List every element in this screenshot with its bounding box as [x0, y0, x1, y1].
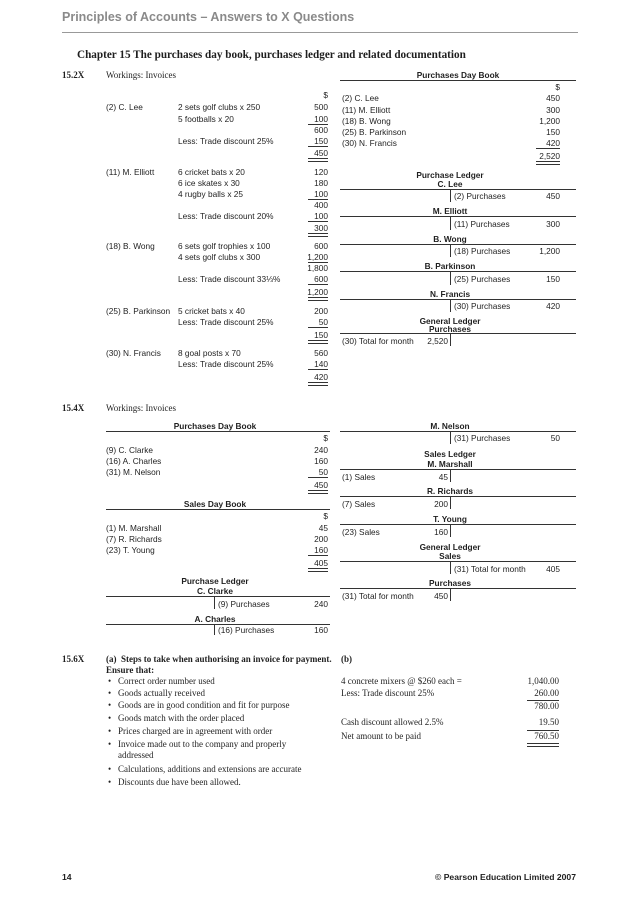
header-rule — [62, 32, 578, 33]
t-account-rule — [106, 596, 330, 597]
invoice-value: 150 — [314, 136, 328, 146]
account-value: 450 — [434, 591, 448, 601]
workings-label: Workings: Invoices — [106, 403, 177, 413]
ensure-heading: Ensure that: — [106, 665, 155, 675]
invoice-net: 300 — [314, 223, 328, 233]
invoice-discount: Less: Trade discount 33⅓% — [178, 274, 281, 284]
ledger-title: Purchase Ledger — [181, 576, 249, 586]
account-entry: (30) Total for month — [342, 336, 414, 346]
invoice-subtotal: 400 — [314, 200, 328, 210]
list-item: Goods actually received — [118, 688, 205, 698]
calc-value: 780.00 — [534, 701, 559, 711]
double-rule — [308, 340, 328, 344]
double-rule — [308, 158, 328, 162]
t-account-divider — [450, 524, 451, 537]
invoice-line: 6 sets golf trophies x 100 — [178, 241, 271, 251]
t-account-rule — [340, 189, 576, 190]
calc-value: 19.50 — [538, 717, 559, 727]
account-name: Purchases — [429, 324, 471, 334]
account-value: 300 — [546, 219, 560, 229]
invoice-subtotal: 1,800 — [307, 263, 328, 273]
account-entry: (25) Purchases — [454, 274, 511, 284]
bullet-icon: • — [108, 726, 112, 736]
account-entry: (30) Purchases — [454, 301, 511, 311]
invoice-discount: Less: Trade discount 25% — [178, 136, 274, 146]
t-account-rule — [340, 216, 576, 217]
invoice-net: 1,200 — [307, 287, 328, 297]
ledger-title: Sales Ledger — [424, 449, 476, 459]
t-account-divider — [450, 244, 451, 257]
day-book-total: 405 — [314, 558, 328, 568]
day-book-value: 150 — [546, 127, 560, 137]
day-book-title: Purchases Day Book — [416, 70, 500, 80]
day-book-row: (25) B. Parkinson — [342, 127, 407, 137]
dollar-heading: $ — [323, 90, 328, 100]
account-name: M. Elliott — [432, 206, 468, 216]
calc-value: 1,040.00 — [527, 676, 559, 686]
day-book-row: (1) M. Marshall — [106, 523, 162, 533]
t-account-rule — [340, 496, 576, 497]
t-account-divider — [450, 469, 451, 482]
account-name: R. Richards — [426, 486, 474, 496]
account-entry: (11) Purchases — [454, 219, 510, 229]
invoice-net: 450 — [314, 148, 328, 158]
day-book-title: Purchases Day Book — [173, 421, 257, 431]
t-account-divider — [450, 271, 451, 285]
account-value: 2,520 — [427, 336, 448, 346]
t-account-divider — [450, 333, 451, 346]
list-item: Prices charged are in agreement with order — [118, 726, 273, 736]
account-name: M. Marshall — [427, 459, 473, 469]
dollar-heading: $ — [323, 511, 328, 521]
invoice-line: 5 footballs x 20 — [178, 114, 234, 124]
dollar-heading: $ — [555, 82, 560, 92]
bullet-icon: • — [108, 764, 112, 774]
invoice-value: 500 — [314, 102, 328, 112]
account-value: 200 — [434, 499, 448, 509]
calc-line: 4 concrete mixers @ $260 each = — [341, 676, 462, 686]
calc-line: Cash discount allowed 2.5% — [341, 717, 444, 727]
account-value: 45 — [438, 472, 448, 482]
calc-net-value: 760.50 — [534, 731, 559, 741]
account-entry: (31) Total for month — [342, 591, 414, 601]
t-account-rule — [340, 588, 576, 589]
list-item: Invoice made out to the company and properly — [118, 739, 287, 749]
rule — [308, 327, 328, 328]
list-item: Calculations, additions and extensions are accurate — [118, 764, 302, 774]
account-entry: (31) Purchases — [454, 433, 511, 443]
account-name: T. Young — [433, 514, 467, 524]
day-book-value: 300 — [546, 105, 560, 115]
calc-line: Net amount to be paid — [341, 731, 421, 741]
double-rule — [308, 490, 328, 494]
account-name: B. Wong — [433, 234, 467, 244]
t-account-divider — [450, 189, 451, 202]
account-value: 50 — [550, 433, 560, 443]
invoice-line: 8 goal posts x 70 — [178, 348, 241, 358]
account-name: A. Charles — [194, 614, 236, 624]
part-a-text: Steps to take when authorising an invoice for payment. — [121, 654, 332, 664]
invoice-line: 5 cricket bats x 40 — [178, 306, 245, 316]
rule — [308, 477, 328, 478]
page-number: 14 — [62, 872, 72, 882]
day-book-row: (16) A. Charles — [106, 456, 162, 466]
day-book-row: (9) C. Clarke — [106, 445, 154, 455]
t-account-rule — [340, 271, 576, 272]
account-entry: (1) Sales — [342, 472, 376, 482]
invoice-value: 50 — [318, 317, 328, 327]
t-account-divider — [214, 596, 215, 609]
account-name: Sales — [439, 551, 461, 561]
account-value: 240 — [314, 599, 328, 609]
account-name: B. Parkinson — [424, 261, 476, 271]
day-book-value: 45 — [318, 523, 328, 533]
account-name: C. Clarke — [197, 586, 233, 596]
invoice-name: (2) C. Lee — [106, 102, 143, 112]
t-account-rule — [340, 244, 576, 245]
invoice-line: 4 sets golf clubs x 300 — [178, 252, 261, 262]
invoice-discount: Less: Trade discount 25% — [178, 317, 274, 327]
account-entry: (7) Sales — [342, 499, 376, 509]
list-item: Goods are in good condition and fit for purpose — [118, 700, 290, 710]
invoice-value: 180 — [314, 178, 328, 188]
double-rule — [308, 297, 328, 301]
day-book-value: 450 — [546, 93, 560, 103]
double-rule — [308, 233, 328, 237]
rule — [106, 509, 330, 510]
rule — [308, 284, 328, 285]
t-account-divider — [214, 624, 215, 635]
account-value: 450 — [546, 191, 560, 201]
account-name: M. Nelson — [430, 421, 470, 431]
day-book-row: (7) R. Richards — [106, 534, 162, 544]
account-entry: (9) Purchases — [218, 599, 270, 609]
day-book-value: 160 — [314, 545, 328, 555]
invoice-name: (25) B. Parkinson — [106, 306, 171, 316]
account-entry: (18) Purchases — [454, 246, 511, 256]
question-number: 15.2X — [62, 70, 85, 80]
account-value: 150 — [546, 274, 560, 284]
t-account-divider — [450, 431, 451, 444]
workings-label: Workings: Invoices — [106, 70, 177, 80]
invoice-value: 100 — [314, 189, 328, 199]
part-label: (a) — [106, 654, 117, 664]
invoice-name: (30) N. Francis — [106, 348, 161, 358]
invoice-value: 200 — [314, 306, 328, 316]
running-header: Principles of Accounts – Answers to X Questions — [62, 10, 355, 24]
invoice-discount: Less: Trade discount 25% — [178, 359, 274, 369]
double-rule — [308, 382, 328, 386]
invoice-value: 140 — [314, 359, 328, 369]
day-book-value: 420 — [546, 138, 560, 148]
rule — [536, 148, 560, 149]
account-value: 405 — [546, 564, 560, 574]
t-account-divider — [450, 561, 451, 574]
bullet-icon: • — [108, 676, 112, 686]
list-item: Goods match with the order placed — [118, 713, 245, 723]
question-number: 15.6X — [62, 654, 85, 664]
invoice-line: 6 ice skates x 30 — [178, 178, 240, 188]
day-book-row: (23) T. Young — [106, 545, 155, 555]
bullet-icon: • — [108, 700, 112, 710]
account-entry: (31) Total for month — [454, 564, 526, 574]
invoice-value: 600 — [314, 241, 328, 251]
invoice-line: 2 sets golf clubs x 250 — [178, 102, 261, 112]
t-account-rule — [340, 431, 576, 432]
list-item: Discounts due have been allowed. — [118, 777, 241, 787]
day-book-title: Sales Day Book — [183, 499, 247, 509]
invoice-line: 6 cricket bats x 20 — [178, 167, 245, 177]
account-entry: (16) Purchases — [218, 625, 275, 635]
t-account-rule — [340, 333, 576, 334]
day-book-total: 450 — [314, 480, 328, 490]
invoice-value: 560 — [314, 348, 328, 358]
invoice-net: 150 — [314, 330, 328, 340]
rule — [308, 369, 328, 370]
calc-line: Less: Trade discount 25% — [341, 688, 435, 698]
ledger-title: Purchase Ledger — [416, 170, 484, 180]
t-account-divider — [450, 299, 451, 312]
question-number: 15.4X — [62, 403, 85, 413]
invoice-discount: Less: Trade discount 20% — [178, 211, 274, 221]
chapter-title: Chapter 15 The purchases day book, purchases ledger and related documentation — [77, 49, 466, 61]
day-book-value: 160 — [314, 456, 328, 466]
invoice-value: 600 — [314, 274, 328, 284]
part-label: (b) — [341, 654, 352, 664]
list-item-continuation: addressed — [118, 750, 154, 760]
account-value: 160 — [434, 527, 448, 537]
dollar-heading: $ — [323, 433, 328, 443]
rule — [308, 146, 328, 147]
bullet-icon: • — [108, 739, 112, 749]
account-entry: (2) Purchases — [454, 191, 506, 201]
day-book-value: 240 — [314, 445, 328, 455]
general-ledger-title: General Ledger — [419, 316, 481, 326]
invoice-value: 100 — [314, 211, 328, 221]
invoice-net: 420 — [314, 372, 328, 382]
t-account-rule — [340, 561, 576, 562]
t-account-divider — [450, 588, 451, 601]
bullet-icon: • — [108, 777, 112, 787]
rule — [308, 555, 328, 556]
day-book-row: (2) C. Lee — [342, 93, 379, 103]
bullet-icon: • — [108, 713, 112, 723]
invoice-value: 1,200 — [307, 252, 328, 262]
rule — [340, 80, 576, 81]
list-item: Correct order number used — [118, 676, 215, 686]
day-book-row: (30) N. Francis — [342, 138, 397, 148]
double-rule — [308, 568, 328, 572]
rule — [106, 431, 330, 432]
day-book-total: 2,520 — [539, 151, 560, 161]
calc-value: 260.00 — [534, 688, 559, 698]
day-book-row: (31) M. Nelson — [106, 467, 161, 477]
account-name: N. Francis — [429, 289, 471, 299]
t-account-divider — [450, 496, 451, 509]
t-account-divider — [450, 216, 451, 230]
day-book-row: (11) M. Elliott — [342, 105, 391, 115]
invoice-name: (18) B. Wong — [106, 241, 155, 251]
account-name: C. Lee — [437, 179, 463, 189]
account-value: 160 — [314, 625, 328, 635]
invoice-value: 120 — [314, 167, 328, 177]
double-rule — [536, 161, 560, 165]
double-rule — [527, 743, 559, 747]
invoice-line: 4 rugby balls x 25 — [178, 189, 244, 199]
bullet-icon: • — [108, 688, 112, 698]
invoice-value: 100 — [314, 114, 328, 124]
day-book-row: (18) B. Wong — [342, 116, 391, 126]
invoice-name: (11) M. Elliott — [106, 167, 155, 177]
account-entry: (23) Sales — [342, 527, 380, 537]
t-account-rule — [340, 469, 576, 470]
day-book-value: 200 — [314, 534, 328, 544]
account-name: Purchases — [429, 578, 471, 588]
account-value: 420 — [546, 301, 560, 311]
t-account-rule — [340, 524, 576, 525]
rule — [308, 221, 328, 222]
copyright-notice: © Pearson Education Limited 2007 — [434, 872, 576, 882]
invoice-subtotal: 600 — [314, 125, 328, 135]
t-account-rule — [340, 299, 576, 300]
day-book-value: 1,200 — [539, 116, 560, 126]
day-book-value: 50 — [318, 467, 328, 477]
account-value: 1,200 — [539, 246, 560, 256]
general-ledger-title: General Ledger — [419, 542, 481, 552]
